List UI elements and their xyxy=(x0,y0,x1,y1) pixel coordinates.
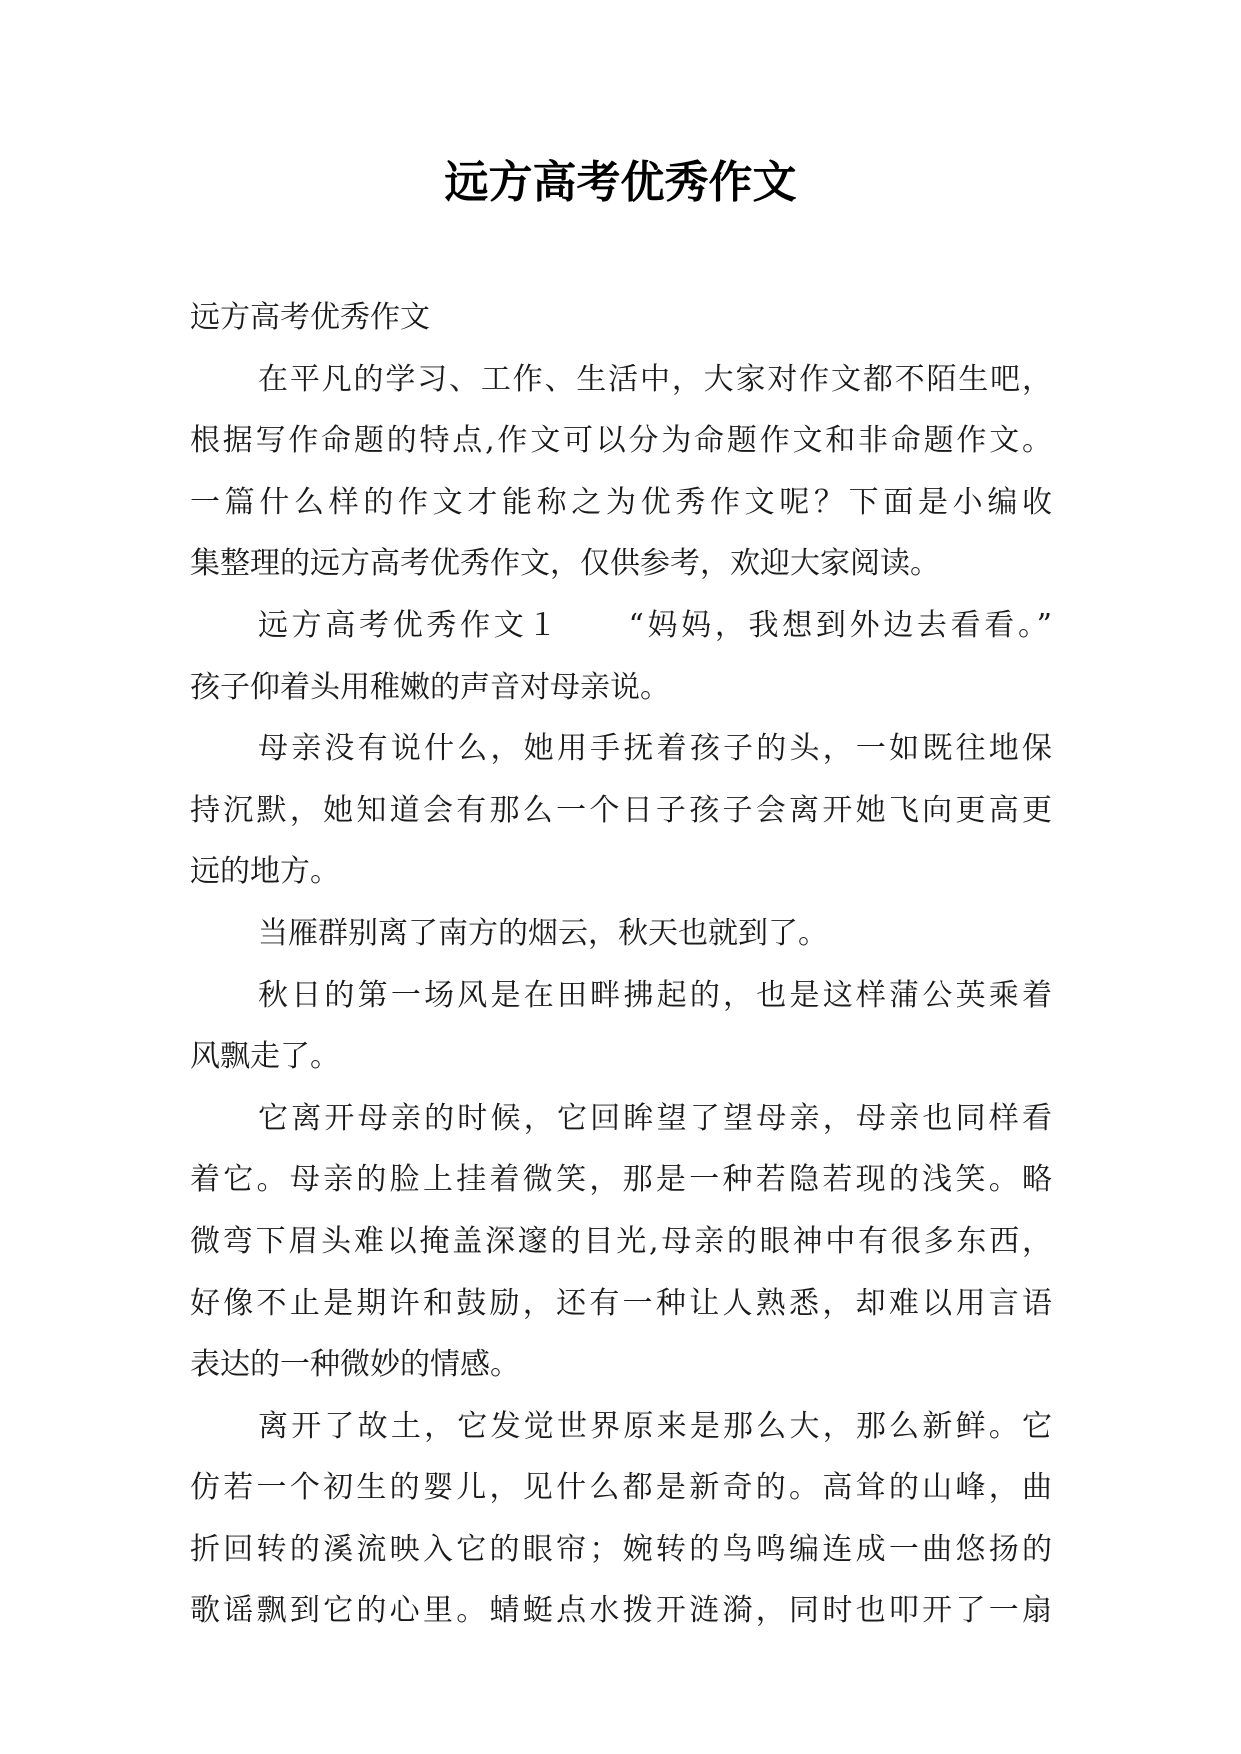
body-line: 远方高考优秀作文１ “妈妈，我想到外边去看看。” xyxy=(258,607,1052,643)
body-line: 集整理的远方高考优秀作文，仅供参考，欢迎大家阅读。 xyxy=(190,546,940,582)
body-line: 着它。母亲的脸上挂着微笑，那是一种若隐若现的浅笑。略 xyxy=(190,1162,1052,1198)
document-title: 远方高考优秀作文 xyxy=(444,157,797,208)
body-line: 孩子仰着头用稚嫩的声音对母亲说。 xyxy=(190,669,670,705)
body-line: 一篇什么样的作文才能称之为优秀作文呢？下面是小编收 xyxy=(190,484,1052,520)
body-line: 母亲没有说什么，她用手抚着孩子的头，一如既往地保 xyxy=(258,731,1052,767)
body-line: 远方高考优秀作文 xyxy=(190,300,430,335)
body-line: 歌谣飘到它的心里。蜻蜓点水拨开涟漪，同时也叩开了一扇 xyxy=(190,1593,1052,1629)
body-line: 风飘走了。 xyxy=(190,1039,340,1075)
body-line: 好像不止是期许和鼓励，还有一种让人熟悉，却难以用言语 xyxy=(190,1285,1052,1321)
body-line: 它离开母亲的时候，它回眸望了望母亲，母亲也同样看 xyxy=(258,1100,1052,1136)
body-line: 微弯下眉头难以掩盖深邃的目光,母亲的眼神中有很多东西， xyxy=(190,1223,1052,1259)
document-body xyxy=(190,287,1052,1642)
body-line: 在平凡的学习、工作、生活中，大家对作文都不陌生吧， xyxy=(258,361,1052,397)
body-line: 当雁群别离了南方的烟云，秋天也就到了。 xyxy=(258,915,828,951)
body-line: 远的地方。 xyxy=(190,854,340,890)
body-line: 持沉默，她知道会有那么一个日子孩子会离开她飞向更高更 xyxy=(190,792,1052,828)
body-line: 根据写作命题的特点,作文可以分为命题作文和非命题作文。 xyxy=(190,423,1052,459)
body-line: 折回转的溪流映入它的眼帘；婉转的鸟鸣编连成一曲悠扬的 xyxy=(190,1531,1052,1567)
body-line: 仿若一个初生的婴儿，见什么都是新奇的。高耸的山峰，曲 xyxy=(190,1470,1052,1506)
body-line: 秋日的第一场风是在田畔拂起的，也是这样蒲公英乘着 xyxy=(258,977,1052,1013)
body-line: 表达的一种微妙的情感。 xyxy=(190,1347,520,1383)
body-line: 离开了故土，它发觉世界原来是那么大，那么新鲜。它 xyxy=(258,1408,1052,1444)
